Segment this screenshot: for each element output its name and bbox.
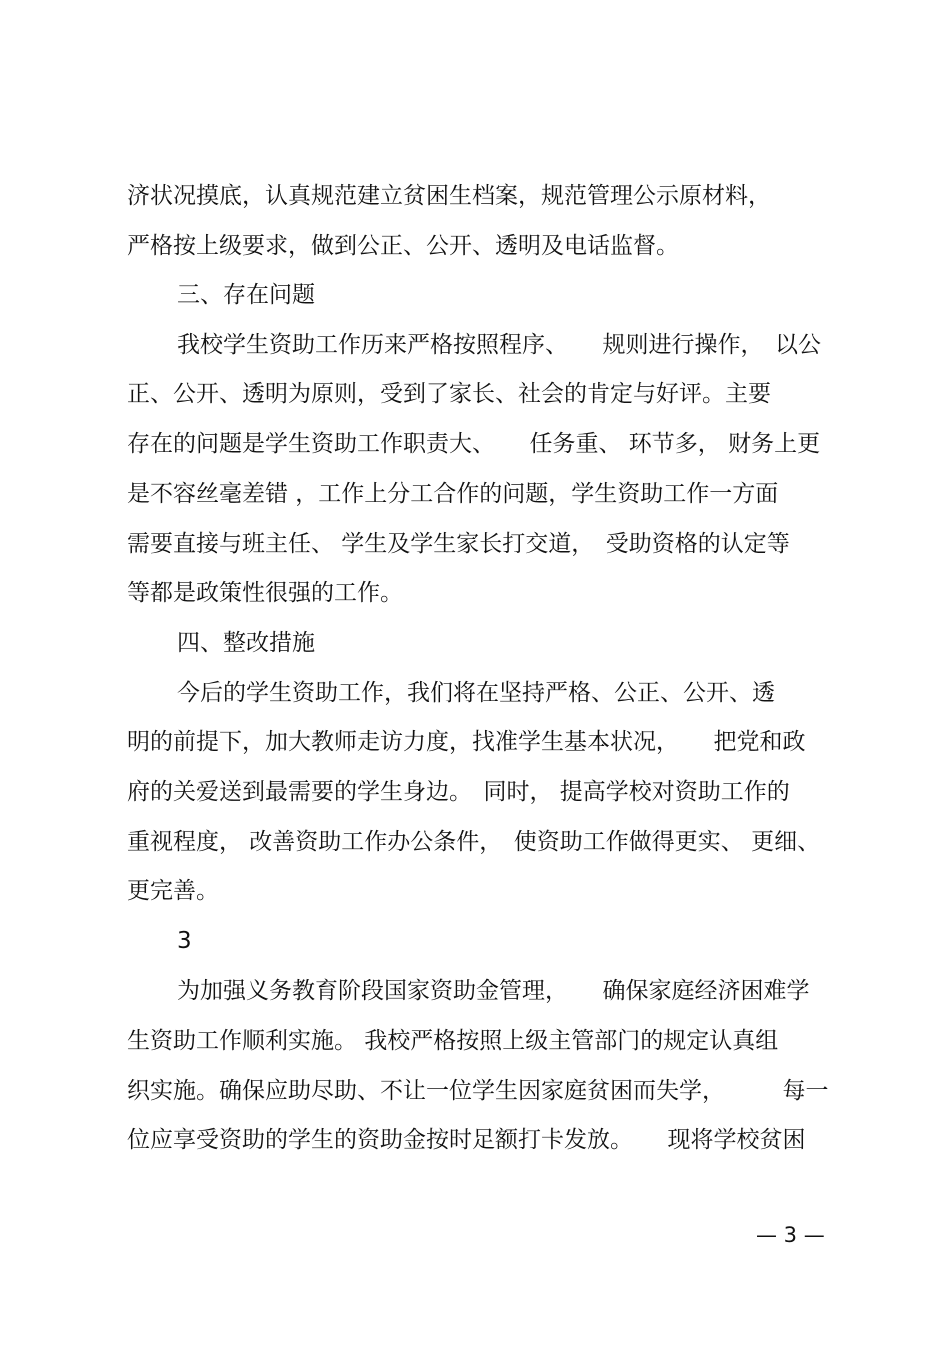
body-line: 需要直接与班主任、 学生及学生家长打交道， 受助资格的认定等 (127, 531, 790, 557)
body-line: 重视程度， 改善资助工作办公条件， 使资助工作做得更实、 更细、 (127, 829, 821, 855)
body-line: 更完善。 (127, 878, 219, 904)
body-line: 为加强义务教育阶段国家资助金管理， 确保家庭经济困难学 (177, 978, 810, 1004)
page-number: — 3 — (756, 1223, 825, 1247)
body-line: 存在的问题是学生资助工作职责大、 任务重、 环节多， 财务上更 (127, 431, 821, 457)
section-number: 3 (177, 928, 192, 954)
body-line: 我校学生资助工作历来严格按照程序、 规则进行操作， 以公 (177, 332, 821, 358)
body-line: 府的关爱送到最需要的学生身边。 同时， 提高学校对资助工作的 (127, 779, 790, 805)
body-line: 生资助工作顺利实施。 我校严格按照上级主管部门的规定认真组 (127, 1028, 779, 1054)
body-line: 等都是政策性很强的工作。 (127, 580, 403, 606)
body-line: 位应享受资助的学生的资助金按时足额打卡发放。 现将学校贫困 (127, 1127, 806, 1153)
body-line: 今后的学生资助工作，我们将在坚持严格、公正、公开、透 (177, 680, 775, 706)
body-line: 严格按上级要求，做到公正、公开、透明及电话监督。 (127, 233, 679, 259)
section-heading: 三、存在问题 (177, 282, 315, 308)
section-heading: 四、整改措施 (177, 630, 315, 656)
body-line: 正、公开、透明为原则，受到了家长、社会的肯定与好评。主要 (127, 381, 771, 407)
body-line: 明的前提下，加大教师走访力度，找准学生基本状况， 把党和政 (127, 729, 806, 755)
body-line: 是不容丝毫差错 ，工作上分工合作的问题，学生资助工作一方面 (127, 481, 779, 507)
body-line: 织实施。确保应助尽助、不让一位学生因家庭贫困而失学， 每一 (127, 1078, 829, 1104)
body-line: 济状况摸底，认真规范建立贫困生档案，规范管理公示原材料， (127, 183, 771, 209)
